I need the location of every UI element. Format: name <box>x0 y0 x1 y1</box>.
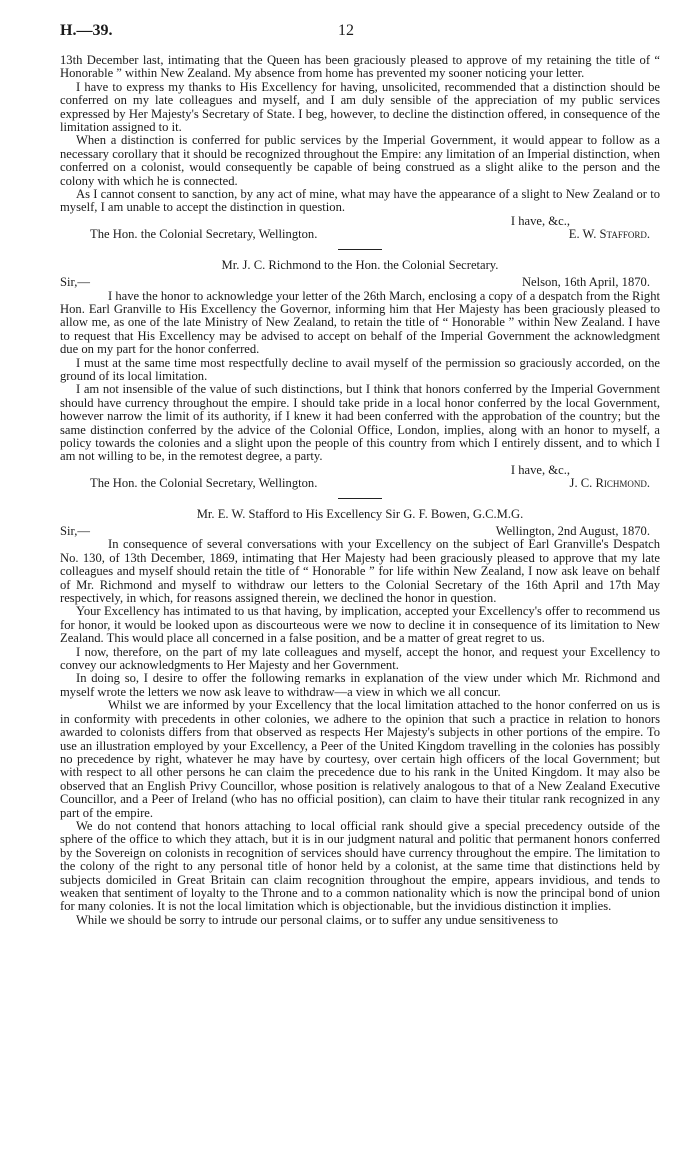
letter-title: Mr. E. W. Stafford to His Excellency Sir G. F. Bowen, G.C.M.G. <box>196 506 524 521</box>
addressee: The Hon. the Colonial Secretary, Wellington. <box>90 476 318 491</box>
signature-line <box>60 477 660 490</box>
addressee: The Hon. the Colonial Secretary, Wellington. <box>90 227 318 242</box>
document-reference: H.—39. <box>60 22 113 39</box>
closing: I have, &c., <box>510 462 570 477</box>
place-date: Nelson, 16th April, 1870. <box>521 275 650 290</box>
signature-line <box>60 228 660 241</box>
paragraph: When a distinction is conferred for public services by the Imperial Government, it would appear to follow as a necessary corollary that it should be recognized throughout the Empire: any limitation of an Imperial distinction, when conferred on a colonist, would consequently be capable of being construed as a slight alike to the person and the colony with which he is connected. <box>60 133 660 188</box>
paragraph: As I cannot consent to sanction, by any act of mine, what may have the appearance of a slight to New Zealand or to myself, I am unable to accept the distinction in question. <box>60 187 660 215</box>
divider <box>338 249 382 250</box>
paragraph: I now, therefore, on the part of my late colleagues and myself, accept the honor, and request your Excellency to convey our acknowledgments to Her Majesty and her Government. <box>60 644 660 673</box>
paragraph: I must at the same time most respectfully decline to avail myself of the permission so graciously accorded, on the ground of its local limitation. <box>60 355 660 383</box>
paragraph: I have to express my thanks to His Excellency for having, unsolicited, recommended that a distinction should be conferred on my late colleagues and myself, and I am duly sensible of the appreciation of my public services expressed by Her Majesty's Secretary of State. I beg, however, to decline the distinction offered, in consequence of the limitation assigned to it. <box>60 79 660 135</box>
salutation-line <box>60 276 660 289</box>
closing: I have, &c., <box>510 213 570 228</box>
paragraph: In doing so, I desire to offer the following remarks in explanation of the view under which Mr. Richmond and myself wrote the letters we now ask leave to withdraw—a view in which we all concur. <box>60 671 660 699</box>
signature: E. W. Stafford. <box>568 227 650 242</box>
letter-stafford-to-bowen <box>60 508 660 928</box>
page-number: 12 <box>338 22 354 39</box>
salutation: Sir,— <box>60 524 90 538</box>
paragraph: Your Excellency has intimated to us that having, by implication, accepted your Excellency's offer to recommend us for honor, it would be looked upon as discourteous were we now to decline it in consequence of its limitation to New Zealand. This would place all concerned in a false position, and be a matter of great regret to us. <box>60 604 660 646</box>
paragraph: 13th December last, intimating that the Queen has been graciously pleased to approve of my retaining the title of “ Honorable ” within New Zealand. My absence from home has prevented my sooner noticing your letter. <box>60 53 660 81</box>
place-date: Wellington, 2nd August, 1870. <box>495 524 650 538</box>
paragraph: Whilst we are informed by your Excellency that the local limitation attached to the honor conferred on us is in conformity with precedents in other colonies, we adhere to the opinion that such a practice in relation to honors awarded to colonists differs from that observed as respects Her Majesty's subjects in other portions of the empire. To use an illustration employed by your Excellency, a Peer of the United Kingdom travelling in the colonies has possibly no precedence by right, whatever he may have by courtesy, over certain high officers of the local Government; but with respect to all other persons he can claim the precedence due to his rank in the United Kingdom. It may also be observed that an English Privy Councillor, whose position is relatively analogous to that of a New Zealand Executive Councillor, and a Peer of Ireland (who has no official position), can claim to have their titular rank recognized in any part of the empire. <box>60 698 660 820</box>
salutation-line <box>60 525 660 538</box>
letter-richmond <box>60 259 660 491</box>
page-header <box>60 24 660 54</box>
divider <box>338 498 382 499</box>
salutation: Sir,— <box>60 275 90 290</box>
paragraph: I am not insensible of the value of such distinctions, but I think that honors conferred by the Imperial Government should have currency throughout the empire. I should take pride in a local honor conferred by the local Government, however narrow the limit of its authority, if I knew it had been conferred with the approbation of the country; but the same distinction conferred by the advice of the Colonial Office, London, implies, along with an honor to myself, a policy towards the colonies and a slight upon the people of this country from which I entirely dissent, and to which I am not willing to be, in the remotest degree, a party. <box>60 382 660 464</box>
paragraph: In consequence of several conversations with your Excellency on the subject of Earl Granville's Despatch No. 130, of 13th December, 1869, intimating that Her Majesty had been graciously pleased to approve that my late colleagues and myself should retain the title of “ Honorable ” for life within New Zealand, I now ask leave on behalf of Mr. Richmond and myself to withdraw our letters to the Colonial Secretary of the 16th April and 17th May respectively, in which, for reasons assigned therein, we declined the honor in question. <box>60 537 660 606</box>
letter-stafford-continued <box>60 54 660 242</box>
paragraph: While we should be sorry to intrude our personal claims, or to suffer any undue sensitiveness to <box>76 912 559 927</box>
paragraph: I have the honor to acknowledge your letter of the 26th March, enclosing a copy of a despatch from the Right Hon. Earl Granville to His Excellency the Governor, informing him that Her Majesty has been graciously pleased to allow me, as one of the late Ministry of New Zealand, to retain the title of “ Honorable ” within New Zealand. I have to request that His Excellency may be advised to accept on behalf of the Imperial Government the acknowledgment due on my part for the honor conferred. <box>60 288 660 357</box>
letter-title: Mr. J. C. Richmond to the Hon. the Colonial Secretary. <box>221 257 499 272</box>
paragraph: We do not contend that honors attaching to local official rank should give a special precedency outside of the sphere of the office to which they attach, but it is in our judgment natural and politic that permanent honors conferred by the Sovereign on colonists in recognition of services should have currency throughout the empire. The limitation to the colony of the right to any personal title of honor held by a colonist, at the same time that distinctions held by subjects domiciled in Great Britain can claim recognition throughout the empire, appears invidious, and tends to weaken that sentiment of loyalty to the Throne and to a common nationality which is now the principal bond of union for many colonies. It is not the local limitation which is objectionable, but the invidious distinction it implies. <box>60 818 660 914</box>
signature: J. C. Richmond. <box>569 476 650 491</box>
